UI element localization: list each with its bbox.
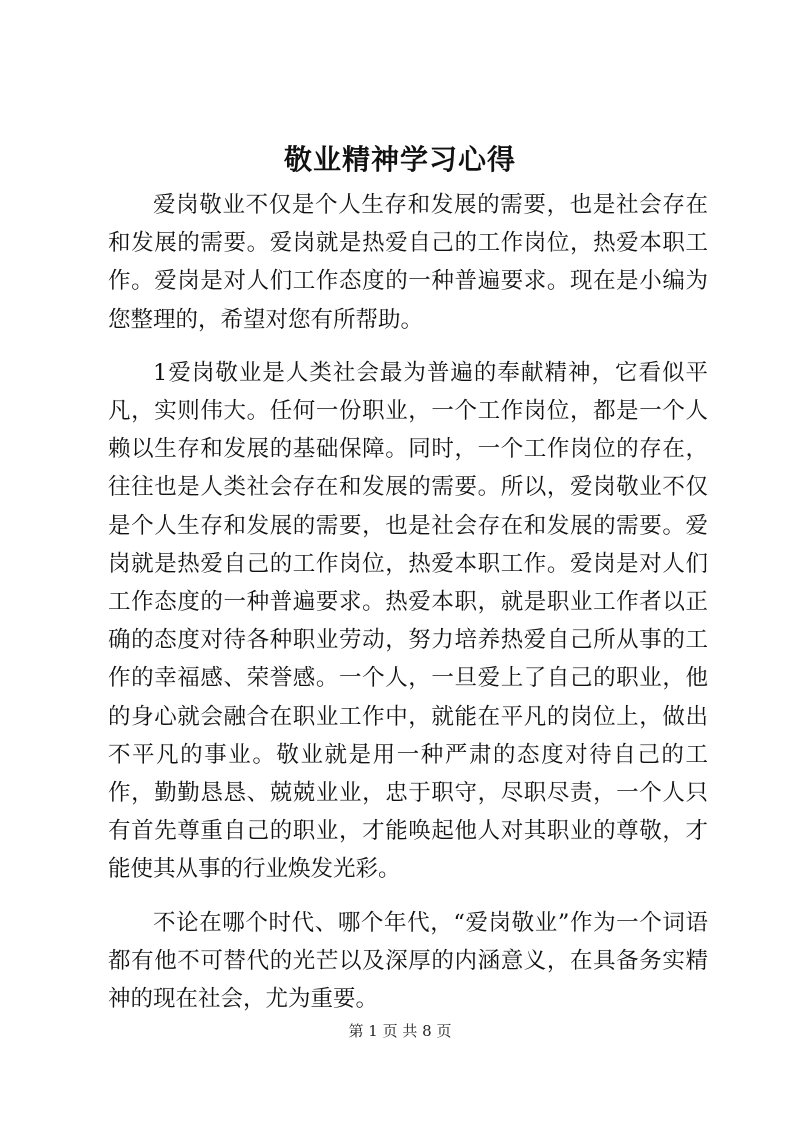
paragraph-intro: 爱岗敬业不仅是个人生存和发展的需要，也是社会存在和发展的需要。爱岗就是热爱自己的工作岗位，热爱本职工作。爱岗是对人们工作态度的一种普遍要求。现在是小编为您整理的，希望对您有所帮助。	[108, 192, 708, 333]
document-body	[108, 186, 708, 1033]
document-title: 敬业精神学习心得	[283, 143, 516, 176]
paragraph-conclusion: 不论在哪个时代、哪个年代，“爱岗敬业”作为一个词语都有他不可替代的光芒以及深厚的内涵意义，在具备务实精神的现在社会，尤为重要。	[108, 909, 708, 1013]
paragraph-main: 1爱岗敬业是人类社会最为普遍的奉献精神，它看似平凡，实则伟大。任何一份职业，一个工作岗位，都是一个人赖以生存和发展的基础保障。同时，一个工作岗位的存在，往往也是人类社会存在和发展的需要。所以，爱岗敬业不仅是个人生存和发展的需要，也是社会存在和发展的需要。爱岗就是热爱自己的工作岗位，热爱本职工作。爱岗是对人们工作态度的一种普遍要求。热爱本职，就是职业工作者以正确的态度对待各种职业劳动，努力培养热爱自己所从事的工作的幸福感、荣誉感。一个人，一旦爱上了自己的职业，他的身心就会融合在职业工作中，就能在平凡的岗位上，做出不平凡的事业。敬业就是用一种严肃的态度对待自己的工作，勤勤恳恳、兢兢业业，忠于职守，尽职尽责，一个人只有首先尊重自己的职业，才能唤起他人对其职业的尊敬，才能使其从事的行业焕发光彩。	[108, 359, 708, 883]
page-footer: 第 1 页 共 8 页	[348, 1022, 452, 1040]
